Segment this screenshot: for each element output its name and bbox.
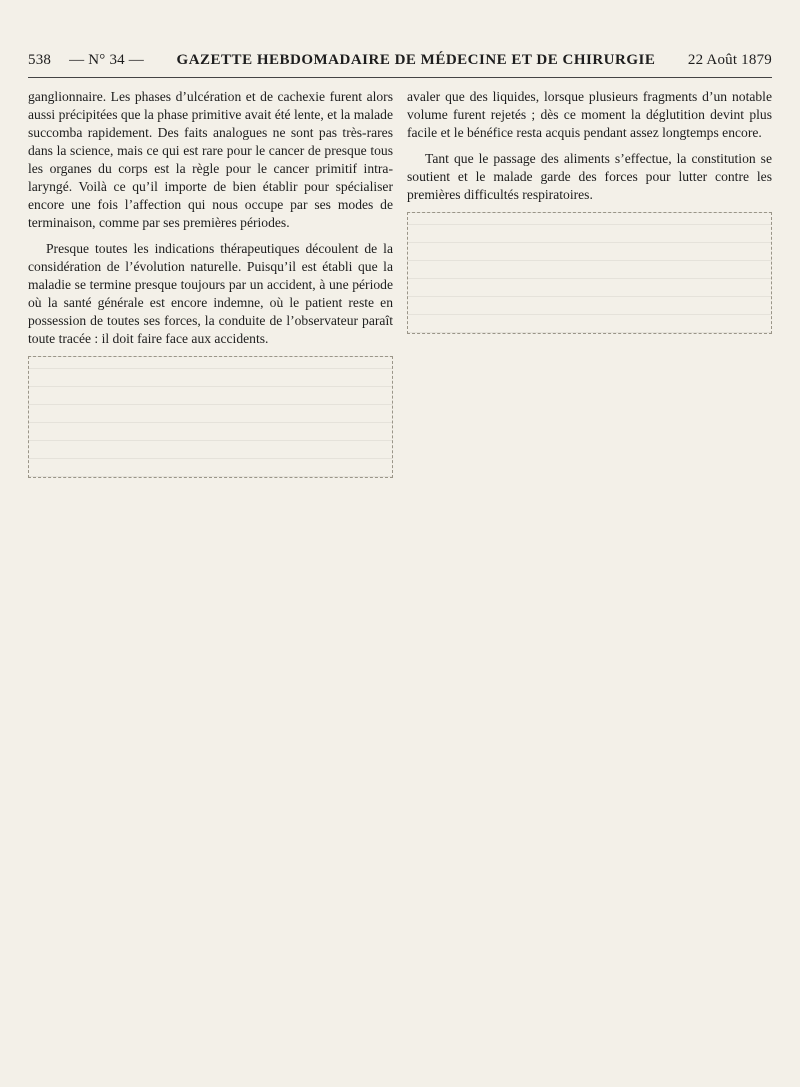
page-number: 538 <box>28 52 52 68</box>
more-text-placeholder <box>407 212 772 334</box>
article-columns <box>28 78 772 1063</box>
left-column <box>28 88 393 1063</box>
paragraph: avaler que des liquides, lorsque plusieurs fragments d’un notable volume furent rejetés ; dès ce moment la déglutition devint plus facile et le bénéfice resta acquis pendant assez longtemps encore. <box>407 89 772 140</box>
right-column <box>407 88 772 1063</box>
paragraph: Tant que le passage des aliments s’effectue, la constitution se soutient et le malade garde des forces pour lutter contre les premières difficultés respiratoires. <box>407 151 772 202</box>
paragraph: Presque toutes les indications thérapeutiques découlent de la considération de l’évolution naturelle. Puisqu’il est établi que la maladie se termine presque toujours par un accident, à une période où la santé générale est encore indemne, où le patient reste en possession de toutes ses forces, la conduite de l’observateur paraît toute tracée : il doit faire face aux accidents. <box>28 241 393 346</box>
more-text-placeholder <box>28 356 393 478</box>
issue-number: — N° 34 — <box>69 52 144 68</box>
paragraph: ganglionnaire. Les phases d’ulcération et de cachexie furent alors aussi précipitées que la phase primitive avait été lente, et la malade succomba rapidement. Des faits analogues ne sont pas très-rares dans la science, mais ce qui est rare pour le cancer de presque tous les organes du corps est la règle pour le cancer primitif intra-laryngé. Voilà ce qu’il importe de bien établir pour spécialiser encore une fois l’affection qui nous occupe par ses modes de terminaison, comme par ses premières périodes. <box>28 89 393 230</box>
running-header <box>28 0 772 78</box>
journal-title: GAZETTE HEBDOMADAIRE DE MÉDECINE ET DE CHIRURGIE <box>176 52 656 68</box>
issue-date: 22 Août 1879 <box>687 52 772 68</box>
